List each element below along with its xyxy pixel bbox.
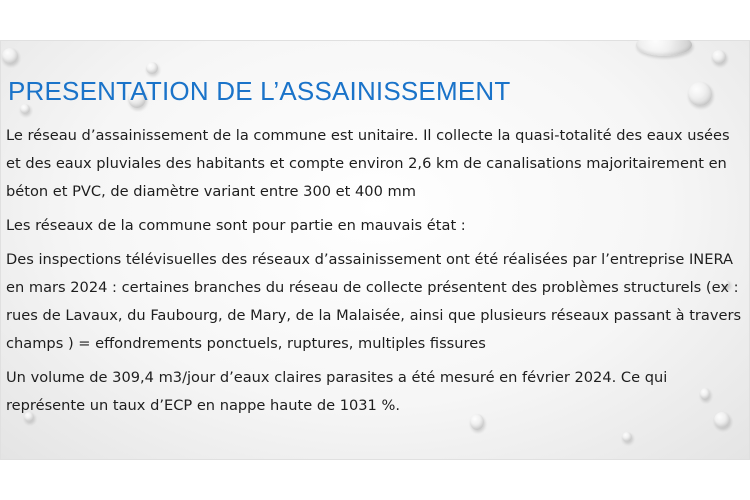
paragraph-parasitic-water: Un volume de 309,4 m3/jour d’eaux claires parasites a été mesuré en février 2024. Ce qui représente un taux d’ECP en nappe haute de 1031 %. xyxy=(6,369,668,414)
water-drop-icon xyxy=(622,432,632,442)
slide-title: PRESENTATION DE L’ASSAINISSEMENT xyxy=(8,76,511,106)
slide-body xyxy=(6,122,746,426)
water-drop-icon xyxy=(688,82,712,106)
paragraph-inspections: Des inspections télévisuelles des réseaux d’assainissement ont été réalisées par l’entreprise INERA en mars 2024 : certaines branches du réseau de collecte présentent des problèmes structurels (ex : rues de Lavaux, du Faubourg, de Mary, de la Malaisée, ainsi que plusieurs réseaux passant à travers champs ) = effondrements ponctuels, ruptures, multiples fissures xyxy=(6,251,742,352)
slide xyxy=(0,40,750,460)
water-drop-icon xyxy=(712,50,726,64)
water-drop-icon xyxy=(636,40,692,56)
paragraph-network-condition: Les réseaux de la commune sont pour partie en mauvais état : xyxy=(6,217,466,234)
paragraph-network-description: Le réseau d’assainissement de la commune est unitaire. Il collecte la quasi-totalité des eaux usées et des eaux pluviales des habitants et compte environ 2,6 km de canalisations majoritairement en béton et PVC, de diamètre variant entre 300 et 400 mm xyxy=(6,127,730,200)
water-drop-icon xyxy=(146,62,158,74)
water-drop-icon xyxy=(2,48,18,64)
